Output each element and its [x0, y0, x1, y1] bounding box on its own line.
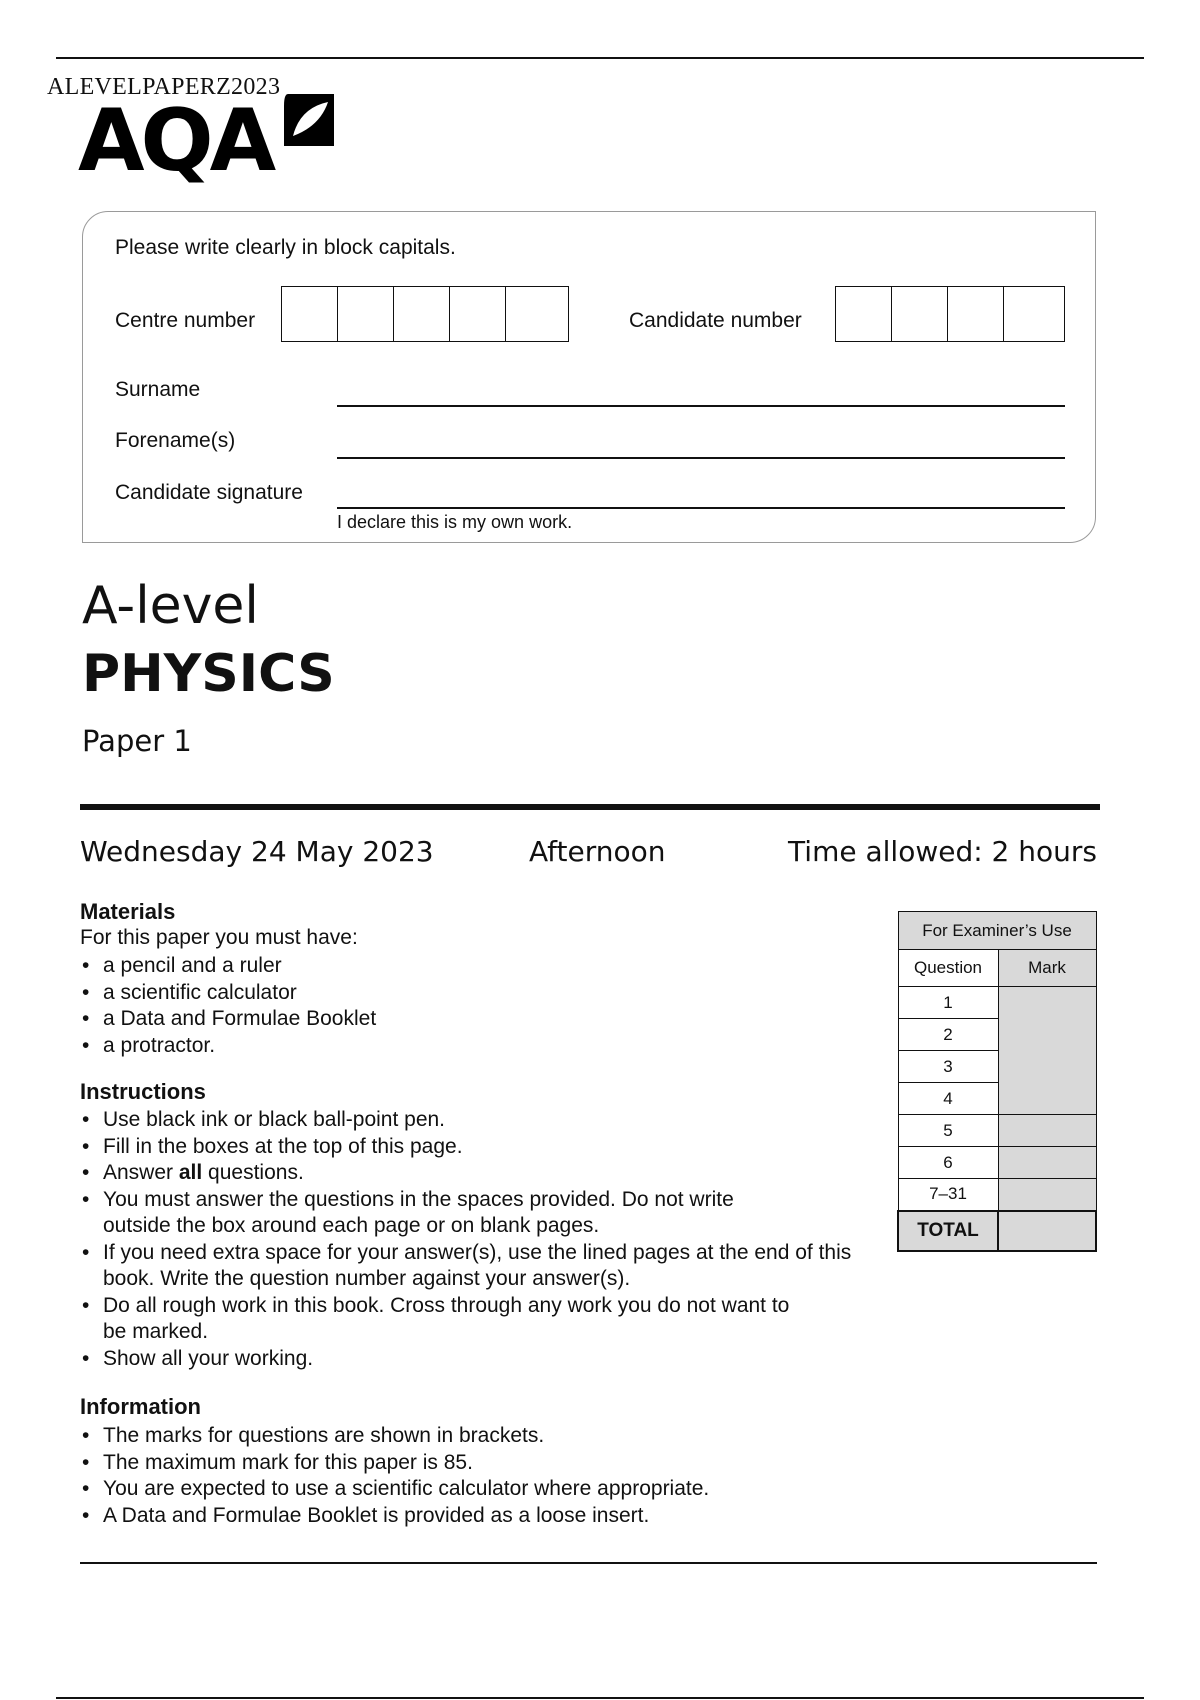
question-number: 1: [898, 987, 998, 1019]
list-item: • The marks for questions are shown in brackets.: [80, 1423, 900, 1450]
list-item: • Do all rough work in this book. Cross through any work you do not want to be marked.: [80, 1293, 803, 1346]
list-item: • Fill in the boxes at the top of this page.: [80, 1134, 850, 1161]
mark-cell[interactable]: [998, 1147, 1096, 1179]
list-item: • a protractor.: [80, 1033, 880, 1060]
list-item: • Use black ink or black ball-point pen.: [80, 1107, 850, 1134]
candidate-number-label: Candidate number: [629, 309, 802, 332]
centre-number-box[interactable]: [338, 287, 394, 341]
aqa-logo: [78, 91, 348, 191]
question-number: 5: [898, 1115, 998, 1147]
centre-number-box[interactable]: [450, 287, 506, 341]
examiner-use-heading: For Examiner’s Use: [898, 912, 1096, 950]
signature-line[interactable]: [337, 507, 1065, 509]
signature-label: Candidate signature: [115, 481, 303, 504]
time-allowed: Time allowed: 2 hours: [788, 835, 1097, 868]
bottom-section-rule: [80, 1562, 1097, 1564]
logo-leaf-icon: [280, 92, 338, 150]
question-header: Question: [898, 950, 998, 987]
information-list: [80, 1423, 900, 1529]
list-item: • A Data and Formulae Booklet is provided as a loose insert.: [80, 1503, 900, 1530]
list-item: • a pencil and a ruler: [80, 953, 880, 980]
mark-cell[interactable]: [998, 1179, 1096, 1211]
total-mark-cell[interactable]: [998, 1211, 1096, 1251]
question-number: 7–31: [898, 1179, 998, 1211]
question-number: 6: [898, 1147, 998, 1179]
candidate-number-box[interactable]: [892, 287, 948, 341]
list-item: • a scientific calculator: [80, 980, 880, 1007]
list-item: • The maximum mark for this paper is 85.: [80, 1450, 900, 1477]
top-rule: [56, 57, 1144, 59]
title-rule: [80, 804, 1100, 810]
list-item: [80, 1160, 850, 1187]
candidate-number-box[interactable]: [1004, 287, 1060, 341]
answer-all-text: Answer all questions.: [103, 1161, 304, 1184]
candidate-number-box[interactable]: [836, 287, 892, 341]
surname-line[interactable]: [337, 405, 1065, 407]
examiner-use-table: [897, 911, 1097, 1252]
information-heading: Information: [80, 1394, 201, 1419]
watermark: ALEVELPAPERZ2023: [47, 74, 281, 100]
declaration-text: I declare this is my own work.: [337, 512, 573, 532]
centre-number-box[interactable]: [506, 287, 562, 341]
list-item: • Show all your working.: [80, 1346, 850, 1373]
qualification-level: A-level: [82, 576, 259, 636]
forenames-label: Forename(s): [115, 429, 236, 452]
centre-number-box[interactable]: [394, 287, 450, 341]
total-label: TOTAL: [898, 1211, 998, 1251]
page-bottom-rule: [56, 1697, 1144, 1699]
list-item: • If you need extra space for your answer(s), use the lined pages at the end of this book. Write the question number against your answer(s).: [80, 1240, 873, 1293]
mark-cell[interactable]: [998, 1115, 1096, 1147]
list-item: • You must answer the questions in the spaces provided. Do not write outside the box around each page or on blank pages.: [80, 1187, 793, 1240]
surname-label: Surname: [115, 378, 201, 401]
candidate-details-box: [82, 211, 1096, 543]
paper-number: Paper 1: [82, 724, 192, 758]
question-number: 3: [898, 1051, 998, 1083]
centre-number-boxes[interactable]: [281, 286, 569, 342]
list-item: • You are expected to use a scientific calculator where appropriate.: [80, 1476, 900, 1503]
materials-intro: For this paper you must have:: [80, 926, 358, 949]
mark-header: Mark: [998, 950, 1096, 987]
centre-number-box[interactable]: [282, 287, 338, 341]
exam-date: Wednesday 24 May 2023: [80, 835, 434, 868]
logo-text: AQA: [78, 91, 273, 191]
materials-heading: Materials: [80, 899, 176, 924]
list-item: • a Data and Formulae Booklet: [80, 1006, 880, 1033]
exam-session: Afternoon: [529, 835, 666, 868]
block-capitals-instruction: Please write clearly in block capitals.: [115, 236, 456, 259]
question-number: 4: [898, 1083, 998, 1115]
materials-list: [80, 953, 880, 1059]
mark-cell[interactable]: [998, 987, 1096, 1115]
candidate-number-boxes[interactable]: [835, 286, 1065, 342]
instructions-heading: Instructions: [80, 1079, 206, 1104]
question-number: 2: [898, 1019, 998, 1051]
forenames-line[interactable]: [337, 457, 1065, 459]
candidate-number-box[interactable]: [948, 287, 1004, 341]
centre-number-label: Centre number: [115, 309, 256, 332]
instructions-list: [80, 1107, 850, 1372]
subject-title: PHYSICS: [82, 644, 335, 704]
